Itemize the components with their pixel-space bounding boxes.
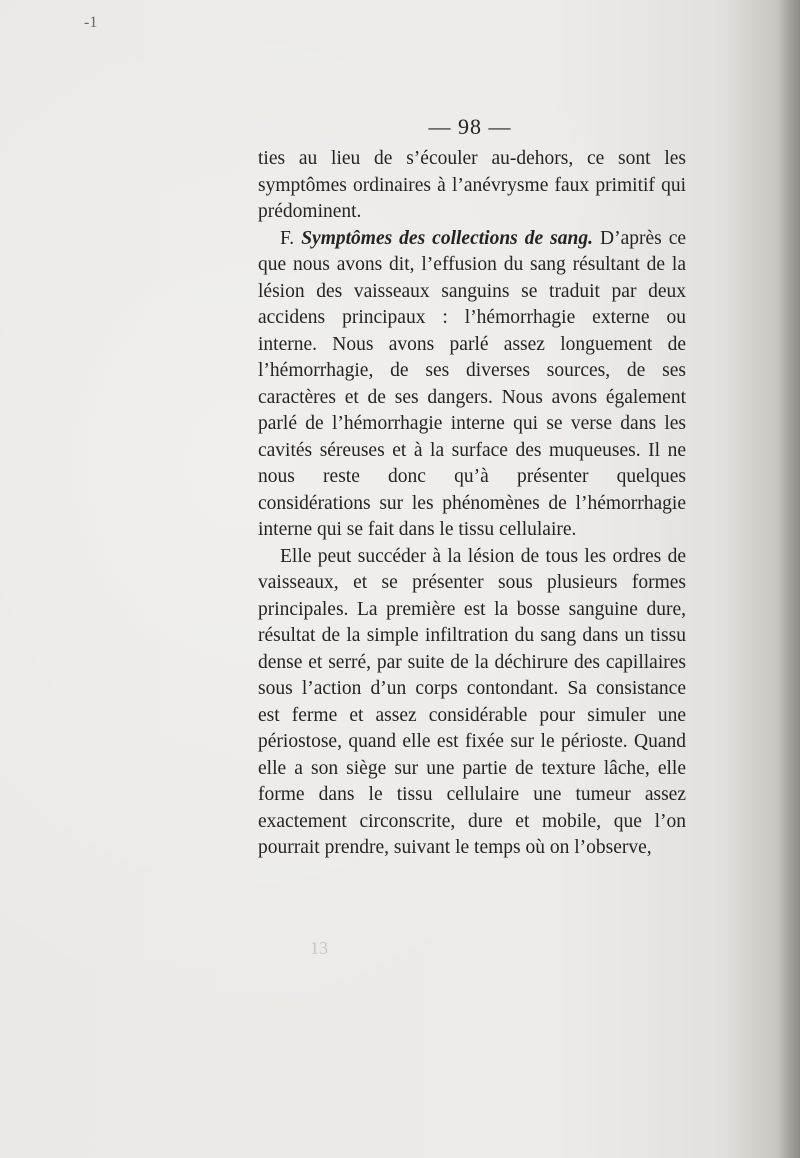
bleed-through-mark: 13 — [310, 938, 328, 958]
page-number: — 98 — — [428, 114, 512, 139]
paragraph-continuation: ties au lieu de s’écouler au-dehors, ce sont les symptômes ordinaires à l’anévrysme faux primitif qui prédominent. — [258, 148, 686, 222]
paragraph-symptoms — [258, 226, 686, 544]
section-letter: F. — [280, 227, 295, 249]
section-heading: Symptômes des collections de sang. — [301, 227, 593, 249]
page-edge-shadow — [778, 0, 800, 1158]
paragraph-bosse-sanguine: Elle peut succéder à la lésion de tous les ordres de vaisseaux, et se présenter sous plusieurs formes principales. La première est la bosse sanguine dure, résultat de la simple infiltration du sang dans un tissu dense et serré, par suite de la déchirure des capillaires sous l’action d’un corps contondant. Sa consistance est ferme et assez considérable pour simuler une périostose, quand elle est fixée sur le périoste. Quand elle a son siège sur une partie de texture lâche, elle forme dans le tissu cellulaire une tumeur assez exactement circonscrite, dure et mobile, que l’on pourrait prendre, suivant le temps où on l’observe, — [258, 545, 686, 858]
section-text: D’après ce que nous avons dit, l’effusion du sang résultant de la lésion des vaisseaux sanguins se traduit par deux accidens principaux : l’hémorrhagie externe ou interne. Nous avons parlé assez longuement de l’hémorrhagie, de ses diverses sources, de ses caractères et de ses dangers. Nous avons également parlé de l’hémorrhagie interne qui se verse dans les cavités séreuses et à la surface des muqueuses. Il ne nous reste donc qu’à présenter quelques considérations sur les phénomènes de l’hémorrhagie interne qui se fait dans le tissu cellulaire. — [258, 227, 687, 540]
corner-mark: -1 — [84, 14, 98, 31]
body-text — [258, 146, 686, 862]
